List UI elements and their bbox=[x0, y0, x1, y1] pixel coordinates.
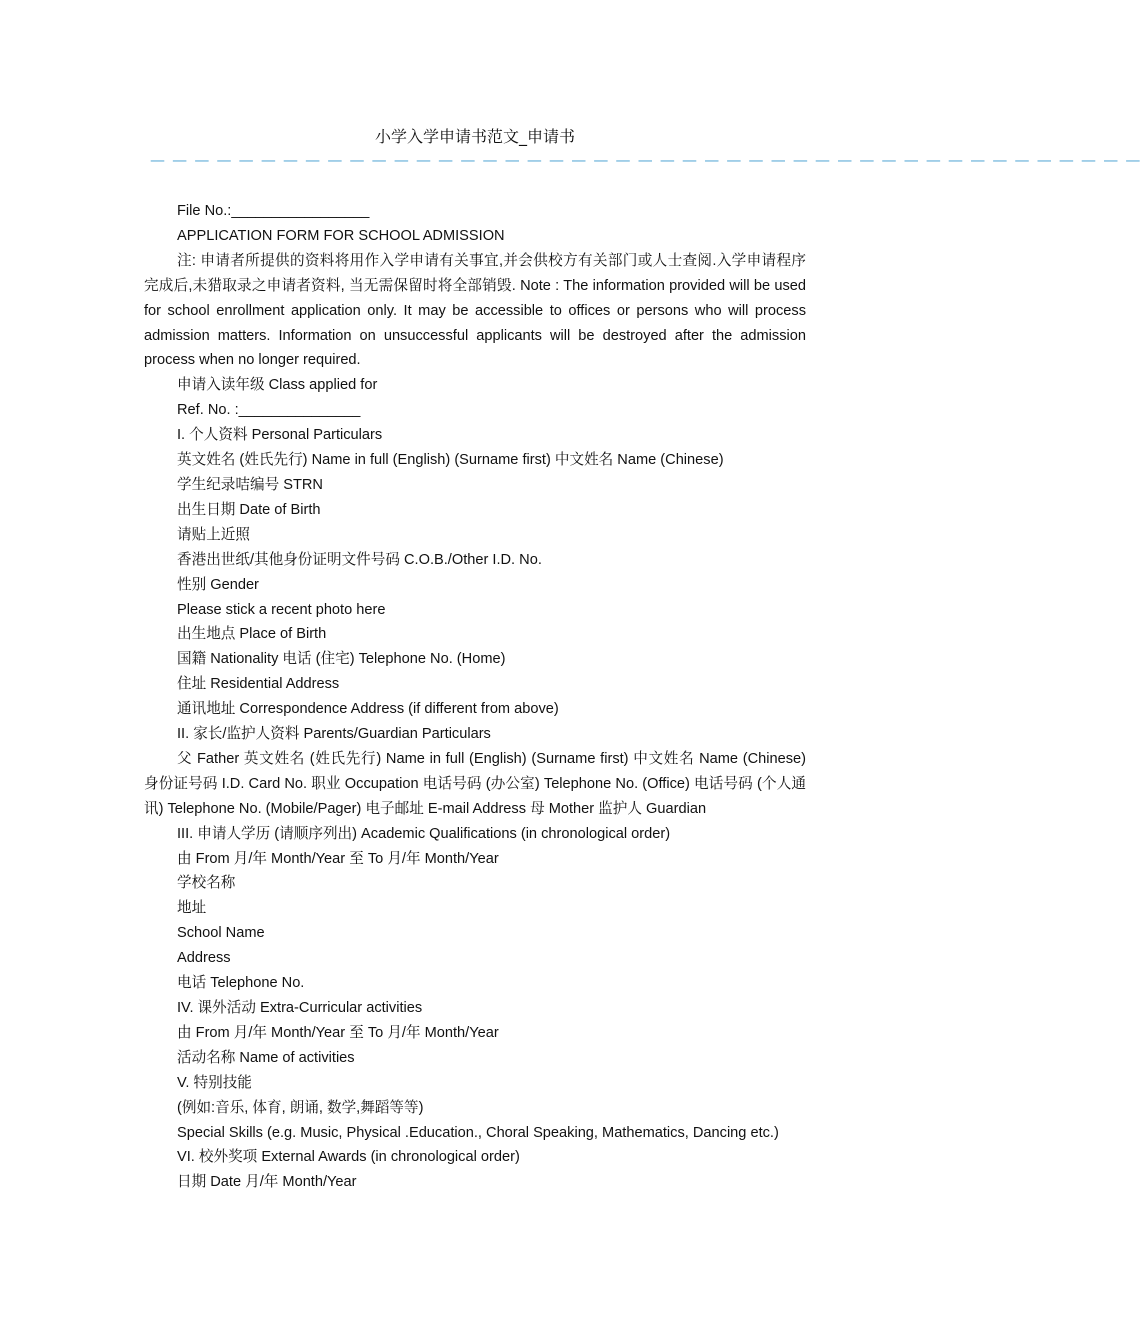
ref-number-line: Ref. No. :_______________ bbox=[177, 402, 361, 419]
privacy-note: 注: 申请者所提供的资料将用作入学申请有关事宜,并会供校方有关部门或人士查阅.入学申请程序完成后,未猎取录之申请者资料, 当无需保留时将全部销毁. Note : The information provided will be used for school enrollment application only. It may be accessible to offices or persons who will process admission matters. Information on unsuccessful applicants will be destroyed after the admission process when no longer required. bbox=[144, 252, 806, 369]
section-heading-academic: III. 申请人学历 (请顺序列出) Academic Qualifications (in chronological order) bbox=[177, 825, 671, 842]
name-line: 英文姓名 (姓氏先行) Name in full (English) (Surname first) 中文姓名 Name (Chinese) bbox=[177, 452, 724, 469]
title-divider: — — — — — — — — — — — — — — — — — — — — — — — — — — — — — — — — — — — — — — — — — — — — — bbox=[150, 151, 1142, 169]
parents-fields: 父 Father 英文姓名 (姓氏先行) Name in full (English) (Surname first) 中文姓名 Name (Chinese) 身份证号码 I.D. Card No. 职业 Occupation 电话号码 (办公室) Telephone No. (Office) 电话号码 (个人通讯) Telephone No. (Mobile/Pager) 电子邮址 E-mail Address 母 Mother 监护人 Guardian bbox=[144, 750, 806, 817]
school-phone-line: 电话 Telephone No. bbox=[177, 975, 305, 992]
birth-place-line: 出生地点 Place of Birth bbox=[177, 626, 327, 643]
academic-date-range-line: 由 From 月/年 Month/Year 至 To 月/年 Month/Year bbox=[177, 850, 499, 867]
id-document-line: 香港出世纸/其他身份证明文件号码 C.O.B./Other I.D. No. bbox=[177, 551, 542, 568]
gender-line: 性别 Gender bbox=[177, 576, 259, 593]
birth-date-line: 出生日期 Date of Birth bbox=[177, 501, 321, 518]
school-name-label-chinese: 学校名称 bbox=[177, 875, 236, 892]
section-heading-skills: V. 特别技能 bbox=[177, 1074, 252, 1091]
school-name-label-english: School Name bbox=[177, 925, 265, 942]
skills-examples-english: Special Skills (e.g. Music, Physical .Education., Choral Speaking, Mathematics, Dancing etc.) bbox=[177, 1124, 779, 1141]
file-number-line: File No.:_________________ bbox=[177, 203, 370, 219]
section-heading-awards: VI. 校外奖项 External Awards (in chronological order) bbox=[177, 1149, 520, 1166]
residential-address-line: 住址 Residential Address bbox=[177, 676, 340, 693]
skills-examples-chinese: (例如:音乐, 体育, 朗诵, 数学,舞蹈等等) bbox=[177, 1099, 424, 1116]
address-label-chinese: 地址 bbox=[177, 900, 207, 917]
activity-name-line: 活动名称 Name of activities bbox=[177, 1049, 355, 1066]
class-applied-line: 申请入读年级 Class applied for bbox=[177, 377, 378, 394]
form-heading: APPLICATION FORM FOR SCHOOL ADMISSION bbox=[177, 227, 505, 244]
document-body bbox=[144, 199, 806, 1195]
correspondence-address-line: 通讯地址 Correspondence Address (if different from above) bbox=[177, 701, 559, 718]
page-title: 小学入学申请书范文_申请书 bbox=[374, 127, 575, 146]
award-date-line: 日期 Date 月/年 Month/Year bbox=[177, 1174, 357, 1191]
strn-line: 学生纪录咭编号 STRN bbox=[177, 476, 323, 493]
activities-date-range-line: 由 From 月/年 Month/Year 至 To 月/年 Month/Year bbox=[177, 1024, 499, 1041]
section-heading-activities: IV. 课外活动 Extra-Curricular activities bbox=[177, 1000, 423, 1016]
nationality-phone-line: 国籍 Nationality 电话 (住宅) Telephone No. (Home) bbox=[177, 651, 506, 668]
section-heading-personal: I. 个人资料 Personal Particulars bbox=[177, 427, 383, 444]
photo-label-english: Please stick a recent photo here bbox=[177, 601, 386, 618]
section-heading-parents: II. 家长/监护人资料 Parents/Guardian Particulars bbox=[177, 726, 491, 743]
address-label-english: Address bbox=[177, 950, 231, 967]
photo-label-chinese: 请贴上近照 bbox=[177, 526, 250, 543]
